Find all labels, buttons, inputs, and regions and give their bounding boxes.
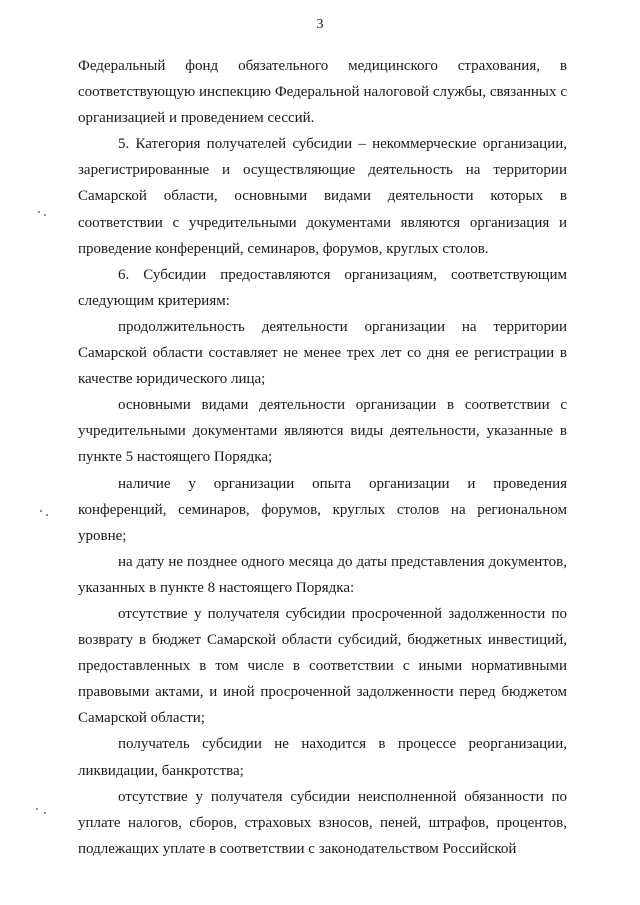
criterion-activity-types: основными видами деятельности организации в соответствии с учредительными документами являются виды деятельности, указанные в пункте 5 настоящего Порядка;: [78, 397, 567, 466]
paragraph-continuation: Федеральный фонд обязательного медицинского страхования, в соответствующую инспекцию Федеральной налоговой службы, связанных с организацией и проведением сессий.: [78, 58, 567, 127]
scan-speck: [46, 514, 48, 516]
paragraph-item-5: 5. Категория получателей субсидии – некоммерческие организации, зарегистрированные и осуществляющие деятельность на территории Самарской области, основными видами деятельности которых в соответствии с учредительными документами являются организация и проведение конференций, семинаров, форумов, круглых столов.: [78, 136, 567, 257]
document-body: [78, 53, 567, 862]
scan-speck: [44, 812, 46, 814]
scan-speck: [36, 808, 38, 810]
criterion-no-overdue-debt: отсутствие у получателя субсидии просроченной задолженности по возврату в бюджет Самарской области субсидий, бюджетных инвестиций, предоставленных в том числе в соответствии с иными нормативными правовыми актами, и иной просроченной задолженности перед бюджетом Самарской области;: [78, 605, 567, 727]
criterion-duration: продолжительность деятельности организации на территории Самарской области составляет не менее трех лет со дня ее регистрации в качестве юридического лица;: [78, 318, 567, 388]
criterion-no-tax-arrears: отсутствие у получателя субсидии неисполненной обязанности по уплате налогов, сборов, страховых взносов, пеней, штрафов, процентов, подлежащих уплате в соответствии с законодательством Российской: [78, 788, 567, 857]
paragraph-item-6: 6. Субсидии предоставляются организациям, соответствующим следующим критериям:: [78, 266, 567, 309]
page-number: 3: [316, 17, 324, 32]
scan-speck: [40, 510, 42, 512]
scan-speck: [38, 211, 40, 213]
criterion-date-condition: на дату не позднее одного месяца до даты представления документов, указанных в пункте 8 настоящего Порядка:: [78, 553, 567, 596]
criterion-no-reorganization: получатель субсидии не находится в процессе реорганизации, ликвидации, банкротства;: [78, 736, 567, 779]
scan-speck: [44, 214, 46, 216]
criterion-experience: наличие у организации опыта организации и проведения конференций, семинаров, форумов, круглых столов на региональном уровне;: [78, 475, 567, 544]
